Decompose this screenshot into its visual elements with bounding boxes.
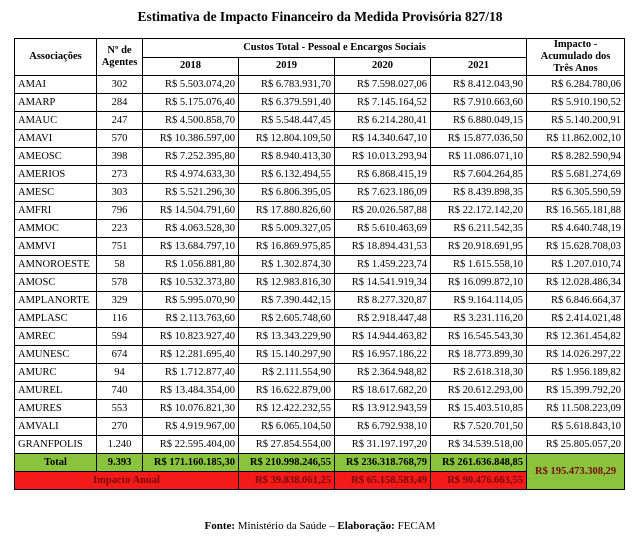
cell-agentes: 674 [97,346,143,364]
cell-2019: R$ 6.806.395,05 [239,184,335,202]
cell-2021: R$ 11.086.071,10 [431,148,527,166]
annual-2020: R$ 65.158.583,49 [335,472,431,490]
table-row [15,76,625,94]
cell-agentes: 553 [97,400,143,418]
cell-agentes: 94 [97,364,143,382]
annual-label: Impacto Anual [15,472,239,490]
cell-2019: R$ 5.548.447,45 [239,112,335,130]
annual-2021: R$ 90.476.663,55 [431,472,527,490]
cell-agentes: 302 [97,76,143,94]
cell-2020: R$ 31.197.197,20 [335,436,431,454]
cell-impacto: R$ 1.207.010,74 [527,256,625,274]
cell-associacao: AMESC [15,184,97,202]
cell-2019: R$ 16.622.879,00 [239,382,335,400]
cell-associacao: AMURC [15,364,97,382]
cell-2018: R$ 12.281.695,40 [143,346,239,364]
cell-2021: R$ 34.539.518,00 [431,436,527,454]
cell-2021: R$ 7.910.663,60 [431,94,527,112]
cell-2020: R$ 2.364.948,82 [335,364,431,382]
cell-2019: R$ 12.804.109,50 [239,130,335,148]
cell-agentes: 273 [97,166,143,184]
cell-2018: R$ 5.175.076,40 [143,94,239,112]
cell-2019: R$ 5.009.327,05 [239,220,335,238]
table-body [15,76,625,454]
cell-2018: R$ 4.063.528,30 [143,220,239,238]
cell-2020: R$ 20.026.587,88 [335,202,431,220]
cell-agentes: 796 [97,202,143,220]
cell-2018: R$ 4.500.858,70 [143,112,239,130]
cell-2020: R$ 1.459.223,74 [335,256,431,274]
table-row [15,148,625,166]
cell-associacao: AMUNESC [15,346,97,364]
cell-2018: R$ 4.974.633,30 [143,166,239,184]
cell-associacao: AMUREL [15,382,97,400]
cell-2020: R$ 18.617.682,20 [335,382,431,400]
cell-2020: R$ 14.340.647,10 [335,130,431,148]
cell-2021: R$ 18.773.899,30 [431,346,527,364]
cell-2019: R$ 13.343.229,90 [239,328,335,346]
cell-associacao: AMMOC [15,220,97,238]
source-separator: – [329,520,335,532]
table-row [15,400,625,418]
total-2019: R$ 210.998.246,55 [239,454,335,472]
header-year-2018: 2018 [143,57,239,76]
total-row [15,454,625,472]
table-row [15,364,625,382]
cell-2019: R$ 6.379.591,40 [239,94,335,112]
cell-associacao: AMAUC [15,112,97,130]
cell-agentes: 116 [97,310,143,328]
cell-agentes: 740 [97,382,143,400]
cell-2021: R$ 8.412.043,90 [431,76,527,94]
source-elab-value: FECAM [397,520,436,532]
cell-associacao: AMERIOS [15,166,97,184]
cell-2018: R$ 7.252.395,80 [143,148,239,166]
cell-associacao: AMEOSC [15,148,97,166]
cell-agentes: 398 [97,148,143,166]
cell-2020: R$ 18.894.431,53 [335,238,431,256]
cell-2019: R$ 2.605.748,60 [239,310,335,328]
source-note [0,520,640,532]
cell-2019: R$ 27.854.554,00 [239,436,335,454]
cell-associacao: AMAVI [15,130,97,148]
cell-impacto: R$ 2.414.021,48 [527,310,625,328]
cell-agentes: 751 [97,238,143,256]
source-elab-label: Elaboração: [337,520,395,532]
cell-impacto: R$ 5.140.200,91 [527,112,625,130]
table-row [15,436,625,454]
cell-agentes: 58 [97,256,143,274]
cell-2018: R$ 13.484.354,00 [143,382,239,400]
cell-2020: R$ 2.918.447,48 [335,310,431,328]
cell-2021: R$ 6.880.049,15 [431,112,527,130]
source-fonte-label: Fonte: [204,520,236,532]
cell-agentes: 247 [97,112,143,130]
cell-agentes: 1.240 [97,436,143,454]
cell-2018: R$ 14.504.791,60 [143,202,239,220]
cell-impacto: R$ 5.910.190,52 [527,94,625,112]
table-row [15,184,625,202]
table-row [15,238,625,256]
cell-2021: R$ 2.618.318,30 [431,364,527,382]
cell-2019: R$ 17.880.826,60 [239,202,335,220]
header-year-2020: 2020 [335,57,431,76]
cell-2019: R$ 7.390.442,15 [239,292,335,310]
cell-impacto: R$ 14.026.297,22 [527,346,625,364]
cell-2021: R$ 22.172.142,20 [431,202,527,220]
source-fonte-value: Ministério da Saúde [237,520,327,532]
cell-2021: R$ 16.545.543,30 [431,328,527,346]
table-row [15,292,625,310]
cell-2021: R$ 1.615.558,10 [431,256,527,274]
cell-2019: R$ 8.940.413,30 [239,148,335,166]
table-row [15,274,625,292]
cell-associacao: AMAI [15,76,97,94]
cell-2021: R$ 9.164.114,05 [431,292,527,310]
cell-2019: R$ 6.065.104,50 [239,418,335,436]
table-row [15,418,625,436]
header-row-1 [15,39,625,58]
cell-2018: R$ 5.521.296,30 [143,184,239,202]
cell-associacao: AMARP [15,94,97,112]
table-row [15,220,625,238]
cell-2021: R$ 15.403.510,85 [431,400,527,418]
cell-2021: R$ 7.520.701,50 [431,418,527,436]
cell-2021: R$ 8.439.898,35 [431,184,527,202]
table-row [15,382,625,400]
table-row [15,256,625,274]
header-agentes: Nº de Agentes [97,39,143,76]
cell-2018: R$ 4.919.967,00 [143,418,239,436]
cell-associacao: AMREC [15,328,97,346]
cell-impacto: R$ 12.028.486,34 [527,274,625,292]
cell-2019: R$ 1.302.874,30 [239,256,335,274]
cell-associacao: AMURES [15,400,97,418]
cell-2018: R$ 10.076.821,30 [143,400,239,418]
cell-2021: R$ 15.877.036,50 [431,130,527,148]
cell-2019: R$ 15.140.297,90 [239,346,335,364]
cell-2021: R$ 20.918.691,95 [431,238,527,256]
table-row [15,202,625,220]
cell-2018: R$ 10.386.597,00 [143,130,239,148]
cell-associacao: AMPLANORTE [15,292,97,310]
cell-agentes: 570 [97,130,143,148]
table-row [15,130,625,148]
cell-2018: R$ 1.712.877,40 [143,364,239,382]
cell-impacto: R$ 5.681.274,69 [527,166,625,184]
cell-2018: R$ 2.113.763,60 [143,310,239,328]
cell-associacao: AMNOROESTE [15,256,97,274]
cell-impacto: R$ 5.618.843,10 [527,418,625,436]
cell-2020: R$ 7.145.164,52 [335,94,431,112]
cell-impacto: R$ 11.508.223,09 [527,400,625,418]
header-associacoes: Associações [15,39,97,76]
cell-2019: R$ 6.132.494,55 [239,166,335,184]
cell-2020: R$ 6.792.938,10 [335,418,431,436]
cell-2020: R$ 14.944.463,82 [335,328,431,346]
cell-2018: R$ 10.532.373,80 [143,274,239,292]
cell-2020: R$ 5.610.463,69 [335,220,431,238]
cell-agentes: 578 [97,274,143,292]
table-row [15,166,625,184]
total-2018: R$ 171.160.185,30 [143,454,239,472]
table-row [15,112,625,130]
cell-associacao: AMOSC [15,274,97,292]
cell-2019: R$ 6.783.931,70 [239,76,335,94]
cell-associacao: AMFRI [15,202,97,220]
cell-2021: R$ 16.099.872,10 [431,274,527,292]
cell-agentes: 594 [97,328,143,346]
cell-2021: R$ 20.612.293,00 [431,382,527,400]
total-impacto: R$ 195.473.308,29 [527,454,625,490]
cell-2020: R$ 6.214.280,41 [335,112,431,130]
header-impacto: Impacto - Acumulado dos Três Anos [527,39,625,76]
cell-2020: R$ 7.598.027,06 [335,76,431,94]
cell-2018: R$ 5.503.074,20 [143,76,239,94]
cell-impacto: R$ 1.956.189,82 [527,364,625,382]
cell-2019: R$ 2.111.554,90 [239,364,335,382]
table-row [15,346,625,364]
cell-2020: R$ 16.957.186,22 [335,346,431,364]
cell-agentes: 303 [97,184,143,202]
table-row [15,328,625,346]
cell-2020: R$ 8.277.320,87 [335,292,431,310]
cell-impacto: R$ 6.305.590,59 [527,184,625,202]
impact-table [14,38,625,490]
annual-2019: R$ 39.838.061,25 [239,472,335,490]
cell-impacto: R$ 25.805.057,20 [527,436,625,454]
cell-2021: R$ 7.604.264,85 [431,166,527,184]
cell-2018: R$ 10.823.927,40 [143,328,239,346]
cell-2019: R$ 16.869.975,85 [239,238,335,256]
total-agentes: 9.393 [97,454,143,472]
cell-agentes: 329 [97,292,143,310]
cell-2020: R$ 7.623.186,09 [335,184,431,202]
cell-impacto: R$ 15.399.792,20 [527,382,625,400]
cell-2018: R$ 1.056.881,80 [143,256,239,274]
header-year-2021: 2021 [431,57,527,76]
cell-2019: R$ 12.422.232,55 [239,400,335,418]
cell-associacao: AMMVI [15,238,97,256]
cell-agentes: 223 [97,220,143,238]
cell-impacto: R$ 6.846.664,37 [527,292,625,310]
header-year-2019: 2019 [239,57,335,76]
cell-impacto: R$ 15.628.708,03 [527,238,625,256]
table-title: Estimativa de Impacto Financeiro da Medida Provisória 827/18 [137,9,503,24]
total-2021: R$ 261.636.848,85 [431,454,527,472]
cell-impacto: R$ 8.282.590,94 [527,148,625,166]
cell-2018: R$ 5.995.070,90 [143,292,239,310]
cell-2021: R$ 6.211.542,35 [431,220,527,238]
cell-agentes: 284 [97,94,143,112]
cell-2020: R$ 10.013.293,94 [335,148,431,166]
table-row [15,94,625,112]
table-row [15,310,625,328]
cell-2021: R$ 3.231.116,20 [431,310,527,328]
cell-2020: R$ 6.868.415,19 [335,166,431,184]
total-2020: R$ 236.318.768,79 [335,454,431,472]
cell-impacto: R$ 4.640.748,19 [527,220,625,238]
cell-2018: R$ 22.595.404,00 [143,436,239,454]
total-label: Total [15,454,97,472]
cell-associacao: GRANFPOLIS [15,436,97,454]
cell-associacao: AMPLASC [15,310,97,328]
header-custos: Custos Total - Pessoal e Encargos Sociais [143,39,527,58]
cell-impacto: R$ 11.862.002,10 [527,130,625,148]
cell-impacto: R$ 12.361.454,82 [527,328,625,346]
cell-impacto: R$ 16.565.181,88 [527,202,625,220]
cell-agentes: 270 [97,418,143,436]
cell-2020: R$ 14.541.919,34 [335,274,431,292]
cell-2018: R$ 13.684.797,10 [143,238,239,256]
cell-2020: R$ 13.912.943,59 [335,400,431,418]
cell-2019: R$ 12.983.816,30 [239,274,335,292]
cell-associacao: AMVALI [15,418,97,436]
cell-impacto: R$ 6.284.780,06 [527,76,625,94]
